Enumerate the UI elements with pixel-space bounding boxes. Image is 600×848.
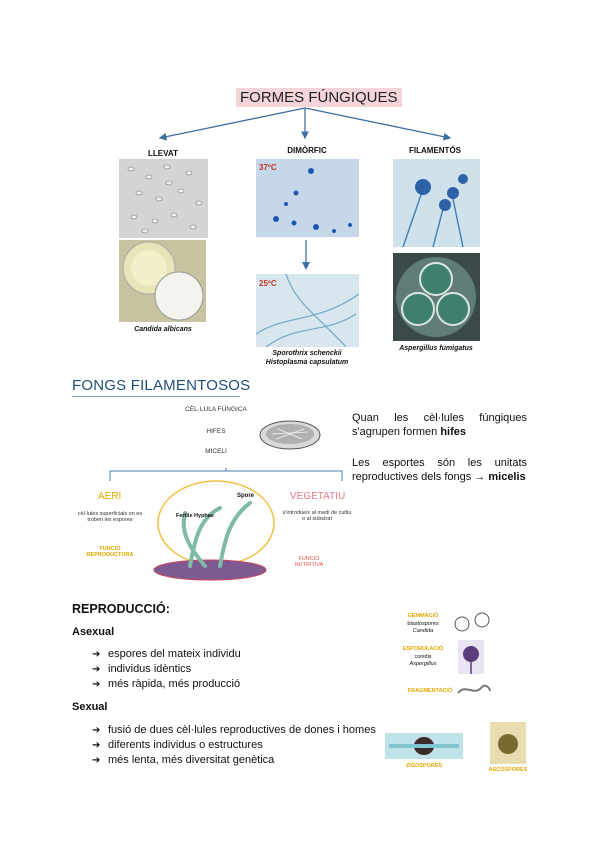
reproduccio-title: REPRODUCCIÓ: — [72, 602, 170, 616]
vegetatiu-label: VEGETATIU — [290, 491, 346, 502]
esporulacio-sub: conidis — [414, 654, 432, 660]
gemmacio-example: Candida — [412, 628, 434, 634]
zigospores-label: ZIGOSPORES — [405, 763, 443, 769]
asexual-title: Asexual — [72, 626, 115, 638]
hierarchy-cell: CÈL·LULA FÚNGICA — [185, 406, 247, 413]
temp-37: 37ºC — [259, 163, 277, 172]
culture-dish-image — [258, 417, 322, 453]
page-title: FORMES FÚNGIQUES — [236, 88, 402, 107]
label-dimorfic: DIMÒRFIC — [287, 146, 327, 155]
vegetatiu-function: FUNCIÓ NUTRITIVA — [294, 556, 324, 568]
section-title-filamentosos: FONGS FILAMENTOSOS — [72, 377, 251, 394]
paragraph-hifes-bold: hifes — [440, 426, 467, 438]
aeri-desc: cèl·lules superficials on es troben les espores — [77, 511, 143, 523]
list-item: ➔ més lenta, més diversitat genètica — [92, 753, 376, 768]
list-item: ➔ individus idèntics — [92, 662, 241, 677]
label-llevat: LLEVAT — [148, 149, 178, 158]
gemmacio-label: GEMMACIÓ — [407, 613, 439, 619]
label-filamentos: FILAMENTÓS — [409, 146, 461, 155]
diagram-label-spore: Spore — [237, 493, 255, 499]
zygospore-image — [385, 733, 463, 759]
hierarchy-hifes: HIFES — [206, 428, 226, 435]
paragraph-hifes-text: Quan les cèl·lules fúngiques s'agrupen formen — [352, 412, 527, 438]
paragraph-micelis-bold: micelis — [488, 471, 526, 483]
conidia-image — [458, 640, 484, 674]
dimorphic-down-arrow — [300, 240, 312, 272]
ascospore-image — [490, 722, 526, 764]
sexual-list — [92, 723, 376, 768]
budding-icon — [452, 610, 492, 634]
section-underline — [72, 396, 240, 397]
hierarchy-miceli: MICELI — [205, 448, 227, 455]
yeast-micrograph — [119, 159, 208, 238]
list-item: ➔ espores del mateix individu — [92, 647, 241, 662]
ascospores-label: ASCOSPORES — [488, 767, 528, 773]
esporulacio-label: ESPORULACIÓ — [402, 646, 444, 652]
fragmentacio-label: FRAGMENTACIÓ — [407, 688, 453, 694]
aeri-function: FUNCIÓ REPRODUCTORA — [86, 546, 134, 558]
diagram-label-fertile: Fertile Hyphae — [176, 513, 214, 519]
title-branch-arrows — [150, 106, 470, 146]
aspergillus-colony — [393, 253, 480, 341]
list-item: ➔ fusió de dues cèl·lules reproductives de dones i homes — [92, 723, 376, 738]
caption-histoplasma: Histoplasma capsulatum — [265, 359, 349, 366]
temp-25: 25ºC — [259, 279, 277, 288]
hyphae-diagram — [150, 478, 280, 584]
vegetatiu-desc: s'introdueix al medi de cultiu o al substrat — [282, 510, 352, 522]
caption-aspergillus: Aspergillus fumigatus — [399, 345, 473, 352]
esporulacio-example: Aspergillus — [409, 661, 437, 667]
paragraph-hifes — [352, 411, 527, 439]
list-item: ➔ diferents individus o estructures — [92, 738, 376, 753]
fragmentation-image — [456, 681, 492, 699]
asexual-list — [92, 647, 241, 692]
paragraph-micelis — [352, 456, 527, 484]
gemmacio-sub: blastospores — [407, 621, 439, 627]
aeri-label: AERI — [98, 491, 122, 502]
list-item: ➔ més ràpida, més producció — [92, 677, 241, 692]
caption-sporothrix: Sporothrix schenckii — [272, 350, 342, 357]
sexual-title: Sexual — [72, 701, 108, 713]
yeast-petri-dish — [119, 240, 206, 322]
paragraph-micelis-text: Les esportes són les unitats reproductives dels fongs → — [352, 457, 527, 483]
caption-candida: Candida albicans — [134, 326, 192, 333]
aspergillus-micrograph — [393, 159, 480, 247]
